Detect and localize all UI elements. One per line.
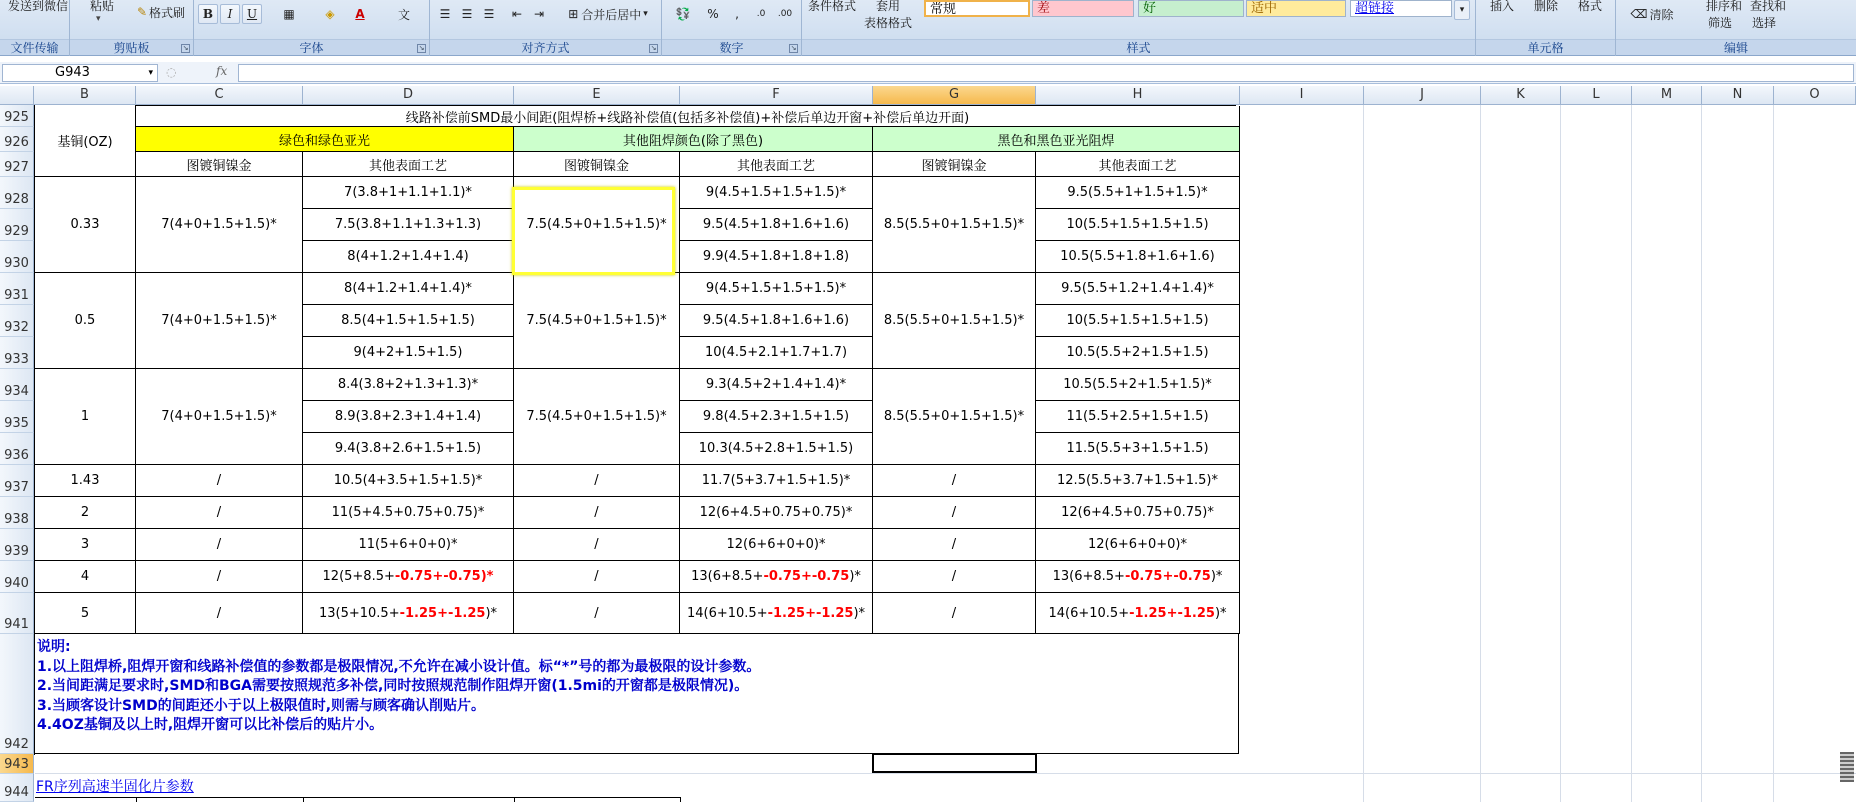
gridline: [1701, 105, 1702, 802]
underline-button[interactable]: U: [242, 4, 262, 24]
ribbon-group-editing: [1616, 0, 1856, 56]
sub-plating-header[interactable]: 图镀铜镍金: [873, 152, 1036, 177]
column-header-h[interactable]: H: [1036, 86, 1240, 105]
other-value[interactable]: 11(5+6+0+0)*: [303, 529, 514, 561]
other-value[interactable]: 9.5(5.5+1.2+1.4+1.4)*: [1036, 273, 1240, 305]
percent-button[interactable]: %: [707, 7, 719, 21]
group-label-number: 数字: [662, 39, 801, 55]
active-cell-g943[interactable]: [872, 753, 1037, 773]
fx-area: [160, 64, 240, 82]
plating-value[interactable]: 8.5(5.5+0+1.5+1.5)*: [873, 369, 1036, 465]
align-left-button[interactable]: [434, 4, 456, 24]
merge-center-button[interactable]: [560, 4, 656, 24]
column-header-k[interactable]: K: [1481, 86, 1561, 105]
table-title[interactable]: 线路补偿前SMD最小间距(阻焊桥+线路补偿值(包括多补偿值)+补偿后单边开窗+补偿后单边开面): [136, 106, 1240, 127]
format-painter-label: 格式刷: [149, 5, 186, 20]
value-text: )*: [1210, 569, 1223, 584]
other-value[interactable]: 9(4+2+1.5+1.5): [303, 337, 514, 369]
other-value[interactable]: 11.5(5.5+3+1.5+1.5): [1036, 433, 1240, 465]
conditional-format-button[interactable]: 条件格式: [808, 0, 857, 13]
styles-more-button[interactable]: [1454, 0, 1470, 20]
column-header-o[interactable]: O: [1774, 86, 1856, 105]
other-value[interactable]: 12(6+4.5+0.75+0.75)*: [1036, 497, 1240, 529]
other-value[interactable]: 9.8(4.5+2.3+1.5+1.5): [680, 401, 873, 433]
table-format-top-label: 套用: [876, 0, 901, 13]
more-icon: ▾: [1459, 5, 1465, 15]
base-copper-header[interactable]: 基铜(OZ): [35, 105, 136, 177]
row-header-931[interactable]: 931: [0, 273, 34, 305]
row-header-932[interactable]: 932: [0, 305, 34, 337]
style-neutral[interactable]: 适中: [1246, 0, 1346, 17]
column-header-n[interactable]: N: [1702, 86, 1774, 105]
phonetic-button[interactable]: [386, 4, 422, 24]
sub-other-header[interactable]: 其他表面工艺: [680, 152, 873, 177]
row-header-933[interactable]: 933: [0, 337, 34, 369]
row-header-937[interactable]: 937: [0, 465, 34, 497]
plating-value[interactable]: 7.5(4.5+0+1.5+1.5)*: [514, 369, 680, 465]
prepreg-link[interactable]: FR序列高速半固化片参数: [36, 779, 194, 795]
slash-cell[interactable]: /: [514, 465, 680, 497]
other-value[interactable]: 12(6+6+0+0)*: [1036, 529, 1240, 561]
value-text: 14(6+10.5+: [1048, 605, 1130, 621]
ribbon-group-font: [194, 0, 430, 56]
plating-value[interactable]: 8.5(5.5+0+1.5+1.5)*: [873, 273, 1036, 369]
cell-highlight-box: [512, 187, 675, 275]
select-all-button[interactable]: [0, 86, 34, 105]
column-header-f[interactable]: F: [680, 86, 873, 105]
other-value-mixed[interactable]: [303, 593, 514, 634]
formula-bar: [0, 62, 1856, 84]
value-text: )*: [1214, 605, 1227, 621]
merge-icon: ⊞: [568, 7, 579, 21]
row-header-936[interactable]: 936: [0, 433, 34, 465]
bold-button[interactable]: B: [198, 4, 218, 24]
plating-value[interactable]: 7.5(4.5+0+1.5+1.5)*: [514, 273, 680, 369]
row-header-941[interactable]: 941: [0, 593, 34, 634]
other-value[interactable]: 10.5(5.5+2+1.5+1.5)*: [1036, 369, 1240, 401]
italic-button[interactable]: I: [220, 4, 240, 24]
row-header-927[interactable]: 927: [0, 152, 34, 177]
group-label-font: 字体: [194, 39, 429, 55]
column-header-c[interactable]: C: [136, 86, 303, 105]
delete-button[interactable]: 删除: [1534, 0, 1559, 13]
other-value[interactable]: 8.5(4+1.5+1.5+1.5): [303, 305, 514, 337]
other-value[interactable]: 12(6+6+0+0)*: [680, 529, 873, 561]
align-right-icon: ☰: [483, 7, 495, 21]
format-painter-button[interactable]: [130, 2, 192, 22]
other-value[interactable]: 9.5(4.5+1.8+1.6+1.6): [680, 209, 873, 241]
paste-button[interactable]: 粘贴: [90, 0, 115, 13]
ribbon-group-number: [662, 0, 802, 56]
column-header-j[interactable]: J: [1364, 86, 1481, 105]
merge-dropdown-icon: ▾: [643, 9, 648, 19]
next-table-top-border: [35, 797, 680, 798]
value-text: )*: [849, 569, 861, 584]
row-header-926[interactable]: 926: [0, 127, 34, 152]
style-bad[interactable]: 差: [1032, 0, 1134, 17]
find-select-top-label: 查找和: [1750, 0, 1787, 13]
copper-4[interactable]: 4: [35, 561, 136, 593]
decrease-decimal-icon: .00: [777, 9, 793, 19]
ribbon-group-alignment: [430, 0, 662, 56]
name-box-dropdown-icon[interactable]: ▾: [148, 68, 153, 78]
ribbon-group-styles: [802, 0, 1476, 56]
font-color-button[interactable]: [346, 4, 374, 24]
insert-button[interactable]: 插入: [1490, 0, 1515, 13]
other-value[interactable]: 10.5(5.5+2+1.5+1.5): [1036, 337, 1240, 369]
slash-cell[interactable]: /: [873, 465, 1036, 497]
other-value[interactable]: 9.5(4.5+1.8+1.6+1.6): [680, 305, 873, 337]
value-negative-text: -1.25+-1.25: [1129, 605, 1215, 621]
value-text: 13(5+10.5+: [318, 605, 400, 621]
group-label-editing: 编辑: [1616, 39, 1856, 55]
note-line: 1.以上阻焊桥,阻焊开窗和线路补偿值的参数都是极限情况,不允许在减小设计值。标“*”号的都为最极限的设计参数。: [37, 658, 761, 675]
style-normal[interactable]: 常规: [924, 0, 1030, 17]
slash-cell[interactable]: /: [873, 593, 1036, 634]
name-box[interactable]: [2, 64, 158, 82]
align-right-button[interactable]: [478, 4, 500, 24]
row-header-940[interactable]: 940: [0, 561, 34, 593]
next-table-border: [136, 797, 137, 802]
other-value[interactable]: 7(3.8+1+1.1+1.1)*: [303, 177, 514, 209]
other-value[interactable]: 11(5.5+2.5+1.5+1.5): [1036, 401, 1240, 433]
align-left-icon: ☰: [439, 7, 451, 21]
ribbon-group-cells: [1476, 0, 1616, 56]
other-value[interactable]: 10(5.5+1.5+1.5+1.5): [1036, 209, 1240, 241]
other-value-mixed[interactable]: [1036, 593, 1240, 634]
note-line: 4.4OZ基铜及以上时,阻焊开窗可以比补偿后的贴片小。: [37, 717, 384, 733]
other-value[interactable]: 11(5+4.5+0.75+0.75)*: [303, 497, 514, 529]
group-other-header[interactable]: 其他阻焊颜色(除了黑色): [514, 127, 873, 152]
column-header-b[interactable]: B: [34, 86, 136, 105]
sub-plating-header[interactable]: 图镀铜镍金: [514, 152, 680, 177]
value-negative-text: -0.75+-0.75: [1124, 569, 1211, 584]
plating-value[interactable]: 8.5(5.5+0+1.5+1.5)*: [873, 177, 1036, 273]
gridline: [1560, 105, 1561, 802]
slash-cell[interactable]: /: [873, 497, 1036, 529]
currency-icon: 💱: [675, 7, 691, 21]
other-value[interactable]: 10.3(4.5+2.8+1.5+1.5): [680, 433, 873, 465]
copper-3[interactable]: 3: [35, 529, 136, 561]
row-header-929[interactable]: 929: [0, 209, 34, 241]
value-text: 12(5+8.5+: [322, 569, 395, 584]
value-negative-text: -1.25+-1.25: [399, 605, 486, 621]
slash-cell[interactable]: /: [136, 561, 303, 593]
other-value[interactable]: 9(4.5+1.5+1.5+1.5)*: [680, 273, 873, 305]
copper-5[interactable]: 5: [35, 593, 136, 634]
note-line: 3.当顾客设计SMD的间距还小于以上极限值时,则需与顾客确认削贴片。: [37, 697, 486, 714]
other-value[interactable]: 12(6+4.5+0.75+0.75)*: [680, 497, 873, 529]
slash-cell[interactable]: /: [514, 529, 680, 561]
value-text: )*: [853, 605, 866, 621]
next-table-border: [303, 797, 304, 802]
other-value-mixed[interactable]: [680, 593, 873, 634]
copper-2[interactable]: 2: [35, 497, 136, 529]
column-header-e[interactable]: E: [514, 86, 680, 105]
align-center-icon: ☰: [461, 7, 473, 21]
copper-1-43[interactable]: 1.43: [35, 465, 136, 497]
column-header-g[interactable]: G: [873, 86, 1036, 105]
eraser-icon: ⌫: [1630, 7, 1648, 21]
column-header-l[interactable]: L: [1561, 86, 1632, 105]
copper-0-5[interactable]: 0.5: [35, 273, 136, 369]
slash-cell[interactable]: /: [514, 561, 680, 593]
font-color-icon: A: [355, 7, 365, 21]
row-header-938[interactable]: 938: [0, 497, 34, 529]
row-header-942[interactable]: 942: [0, 634, 34, 754]
find-select-button[interactable]: 选择: [1752, 16, 1777, 30]
increase-indent-icon: ⇥: [533, 7, 545, 21]
fill-color-button[interactable]: [316, 4, 344, 24]
row-header-934[interactable]: 934: [0, 369, 34, 401]
fill-bucket-icon: ◈: [325, 7, 335, 21]
other-value[interactable]: 9.9(4.5+1.8+1.8+1.8): [680, 241, 873, 273]
group-label-styles: 样式: [802, 39, 1475, 55]
send-to-wechat-button[interactable]: 发送到微信: [8, 0, 69, 13]
decrease-indent-button[interactable]: [506, 4, 528, 24]
other-value[interactable]: 9.3(4.5+2+1.4+1.4)*: [680, 369, 873, 401]
other-value[interactable]: 10(5.5+1.5+1.5+1.5): [1036, 305, 1240, 337]
decrease-indent-icon: ⇤: [511, 7, 523, 21]
accounting-format-button[interactable]: [668, 4, 698, 24]
value-negative-text: -0.75+-0.75)*: [394, 569, 494, 584]
value-text: 13(6+8.5+: [691, 569, 764, 584]
brush-icon: ✎: [136, 5, 148, 19]
ribbon: [0, 0, 1856, 56]
notes-heading: 说明:: [37, 639, 71, 655]
plating-value[interactable]: 7(4+0+1.5+1.5)*: [136, 177, 303, 273]
slash-cell[interactable]: /: [136, 529, 303, 561]
notes-cell[interactable]: [35, 634, 1239, 754]
style-hyperlink[interactable]: 超链接: [1350, 0, 1452, 17]
ribbon-group-clipboard: [70, 0, 194, 56]
gridline: [1363, 105, 1364, 802]
name-box-value: G943: [55, 65, 90, 80]
gridline: [1773, 105, 1774, 802]
row-header-928[interactable]: 928: [0, 177, 34, 209]
row-header-939[interactable]: 939: [0, 529, 34, 561]
copper-1[interactable]: 1: [35, 369, 136, 465]
row-header-925[interactable]: 925: [0, 105, 34, 127]
style-good[interactable]: 好: [1138, 0, 1244, 17]
note-line: 2.当间距满足要求时,SMD和BGA需要按照规范多补偿,同时按照规范制作阻焊开窗(1.5mi的开窗都是极限情况)。: [37, 678, 749, 694]
format-button[interactable]: 格式: [1578, 0, 1603, 13]
plating-value[interactable]: 7(4+0+1.5+1.5)*: [136, 369, 303, 465]
alignment-launcher-icon[interactable]: ↘: [650, 44, 657, 52]
increase-indent-button[interactable]: [528, 4, 550, 24]
next-table-border: [514, 797, 515, 802]
slash-cell[interactable]: /: [873, 561, 1036, 593]
clear-label: 清除: [1649, 7, 1674, 22]
insert-function-icon[interactable]: fx: [216, 64, 228, 78]
other-value[interactable]: 9.5(5.5+1+1.5+1.5)*: [1036, 177, 1240, 209]
gridline: [1480, 105, 1481, 802]
column-header-m[interactable]: M: [1632, 86, 1702, 105]
border-icon: ▦: [283, 7, 295, 21]
next-table-border: [680, 797, 681, 802]
sub-other-header[interactable]: 其他表面工艺: [1036, 152, 1240, 177]
sort-filter-top-label: 排序和: [1706, 0, 1743, 13]
border-button[interactable]: [274, 4, 304, 24]
slash-cell[interactable]: /: [514, 497, 680, 529]
other-value[interactable]: 10.5(4+3.5+1.5+1.5)*: [303, 465, 514, 497]
group-black-header[interactable]: 黑色和黑色亚光阻焊: [873, 127, 1240, 152]
formula-cancel-icon[interactable]: ◌: [166, 65, 177, 79]
other-value[interactable]: 8.4(3.8+2+1.3+1.3)*: [303, 369, 514, 401]
row-header-944[interactable]: 944: [0, 774, 34, 802]
slash-cell[interactable]: /: [136, 593, 303, 634]
value-text: 13(6+8.5+: [1052, 569, 1125, 584]
group-green-header[interactable]: 绿色和绿色亚光: [136, 127, 514, 152]
copper-0-33[interactable]: 0.33: [35, 177, 136, 273]
value-text: 14(6+10.5+: [686, 605, 768, 621]
merge-center-label: 合并后居中: [581, 7, 642, 22]
slash-cell[interactable]: /: [136, 497, 303, 529]
sort-filter-button[interactable]: 筛选: [1708, 16, 1733, 30]
value-negative-text: -1.25+-1.25: [767, 605, 854, 621]
gridline: [35, 773, 1856, 774]
slash-cell[interactable]: /: [514, 593, 680, 634]
other-value[interactable]: 10.5(5.5+1.8+1.6+1.6): [1036, 241, 1240, 273]
increase-decimal-icon: .0: [756, 9, 766, 19]
column-header-d[interactable]: D: [303, 86, 514, 105]
align-center-button[interactable]: [456, 4, 478, 24]
font-launcher-icon[interactable]: ↘: [418, 44, 425, 52]
other-value[interactable]: 8.9(3.8+2.3+1.4+1.4): [303, 401, 514, 433]
sub-plating-header[interactable]: 图镀铜镍金: [136, 152, 303, 177]
split-handle-icon[interactable]: [1840, 752, 1854, 782]
row-header-943[interactable]: 943: [0, 754, 34, 774]
ribbon-group-file-transfer: [0, 0, 70, 56]
slash-cell[interactable]: /: [136, 465, 303, 497]
value-text: )*: [485, 605, 498, 621]
other-value-mixed[interactable]: [303, 561, 514, 593]
other-value[interactable]: 9.4(3.8+2.6+1.5+1.5): [303, 433, 514, 465]
increase-decimal-button[interactable]: [750, 4, 772, 24]
clipboard-launcher-icon[interactable]: ↘: [182, 44, 189, 52]
other-value-mixed[interactable]: [680, 561, 873, 593]
plating-value[interactable]: 7(4+0+1.5+1.5)*: [136, 273, 303, 369]
table-format-button[interactable]: 表格格式: [864, 16, 913, 30]
decrease-decimal-button[interactable]: [774, 4, 796, 24]
clear-button[interactable]: [1622, 4, 1682, 24]
other-value[interactable]: 8(4+1.2+1.4+1.4): [303, 241, 514, 273]
plating-value[interactable]: 7.5(4.5+0+1.5+1.5)*: [514, 177, 680, 273]
sub-other-header[interactable]: 其他表面工艺: [303, 152, 514, 177]
number-launcher-icon[interactable]: ↘: [790, 44, 797, 52]
comma-button[interactable]: ,: [735, 7, 739, 21]
other-value[interactable]: 9(4.5+1.5+1.5+1.5)*: [680, 177, 873, 209]
other-value[interactable]: 7.5(3.8+1.1+1.3+1.3): [303, 209, 514, 241]
row-header-930[interactable]: 930: [0, 241, 34, 273]
other-value[interactable]: 8(4+1.2+1.4+1.4)*: [303, 273, 514, 305]
group-label-cells: 单元格: [1476, 39, 1615, 55]
other-value-mixed[interactable]: [1036, 561, 1240, 593]
slash-cell[interactable]: /: [873, 529, 1036, 561]
group-label-alignment: 对齐方式: [430, 39, 661, 55]
other-value[interactable]: 12.5(5.5+3.7+1.5+1.5)*: [1036, 465, 1240, 497]
paste-dropdown-icon[interactable]: ▾: [96, 14, 101, 24]
gridline: [1631, 105, 1632, 802]
group-label-clipboard: 剪贴板: [70, 39, 193, 55]
value-negative-text: -0.75+-0.75: [763, 569, 850, 584]
other-value[interactable]: 10(4.5+2.1+1.7+1.7): [680, 337, 873, 369]
group-label-file-transfer: 文件传输: [0, 39, 69, 55]
other-value[interactable]: 11.7(5+3.7+1.5+1.5)*: [680, 465, 873, 497]
phonetic-icon: 文: [397, 7, 410, 22]
formula-input[interactable]: [238, 64, 1854, 82]
row-header-935[interactable]: 935: [0, 401, 34, 433]
column-header-i[interactable]: I: [1240, 86, 1364, 105]
